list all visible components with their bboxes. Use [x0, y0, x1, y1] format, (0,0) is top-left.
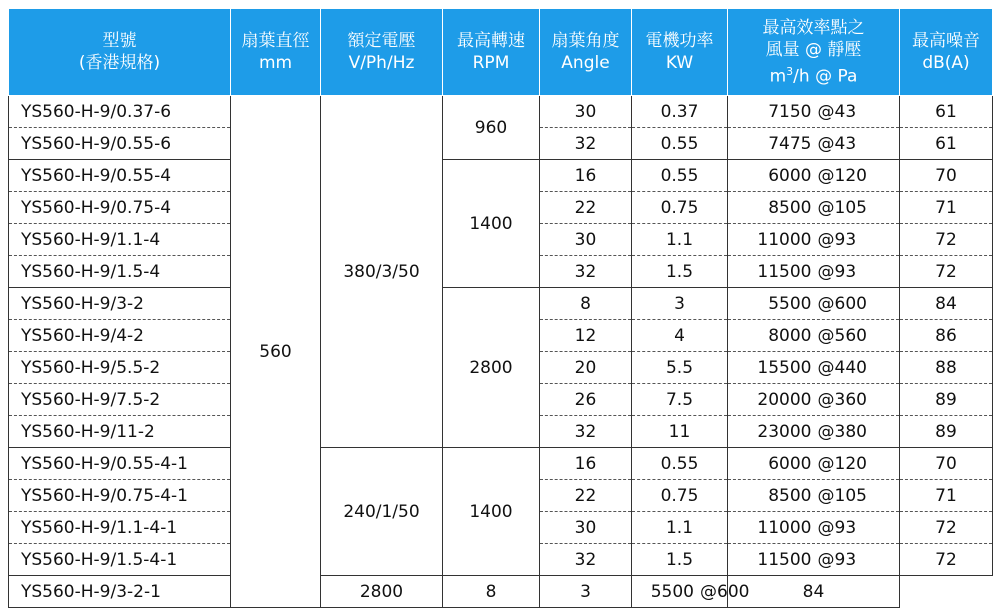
header-efficiency [728, 9, 900, 96]
efficiency-value [750, 102, 878, 122]
noise-cell: 89 [900, 384, 993, 416]
header-power-unit: KW [665, 53, 694, 73]
noise-cell: 70 [900, 448, 993, 480]
airflow-value: 8000 [768, 325, 812, 346]
power-cell: 5.5 [632, 352, 728, 384]
airflow-value: 7150 [768, 101, 812, 122]
efficiency-cell [728, 480, 900, 512]
angle-cell: 30 [540, 512, 632, 544]
angle-cell: 16 [540, 448, 632, 480]
efficiency-value [750, 518, 878, 538]
power-cell: 7.5 [632, 384, 728, 416]
pressure-value: @93 [817, 261, 857, 282]
header-power [632, 9, 728, 96]
model-cell: YS560-H-9/1.1-4-1 [9, 512, 231, 544]
table-row [9, 288, 993, 320]
header-angle-line: 扇葉角度 [551, 31, 620, 51]
header-voltage [321, 9, 443, 96]
efficiency-value [750, 294, 878, 314]
efficiency-cell [728, 320, 900, 352]
efficiency-value [750, 198, 878, 218]
noise-cell: 72 [900, 256, 993, 288]
angle-cell: 32 [540, 256, 632, 288]
efficiency-cell [728, 160, 900, 192]
power-cell: 3 [632, 288, 728, 320]
pressure-value: @43 [817, 101, 857, 122]
efficiency-value [750, 326, 878, 346]
header-efficiency-line2: 風量 @ 靜壓 [765, 39, 862, 60]
airflow-value: 23000 [757, 421, 812, 442]
airflow-value: 8500 [768, 485, 812, 506]
efficiency-cell [728, 192, 900, 224]
efficiency-value [750, 230, 878, 250]
model-cell: YS560-H-9/0.55-4-1 [9, 448, 231, 480]
airflow-value: 20000 [757, 389, 812, 410]
pressure-value: @93 [817, 549, 857, 570]
table-row [9, 576, 993, 608]
pressure-value: @105 [817, 197, 867, 218]
noise-cell: 72 [900, 512, 993, 544]
spec-table-container [8, 8, 993, 608]
header-noise [900, 9, 993, 96]
airflow-value: 6000 [768, 453, 812, 474]
voltage-cell: 380/3/50 [321, 96, 443, 448]
airflow-value: 8500 [768, 197, 812, 218]
pressure-value: @120 [817, 453, 867, 474]
airflow-value: 11500 [757, 549, 812, 570]
power-cell: 1.1 [632, 224, 728, 256]
pressure-value: @105 [817, 485, 867, 506]
noise-cell: 71 [900, 480, 993, 512]
efficiency-cell [728, 448, 900, 480]
header-power-line: 電機功率 [645, 31, 714, 51]
table-row [9, 448, 993, 480]
header-model [9, 9, 231, 96]
model-cell: YS560-H-9/11-2 [9, 416, 231, 448]
angle-cell: 32 [540, 416, 632, 448]
model-cell: YS560-H-9/3-2-1 [9, 576, 231, 608]
power-cell: 0.37 [632, 96, 728, 128]
angle-cell: 8 [443, 576, 540, 608]
pressure-value: @380 [817, 421, 867, 442]
angle-cell: 16 [540, 160, 632, 192]
noise-cell: 72 [900, 544, 993, 576]
model-cell: YS560-H-9/5.5-2 [9, 352, 231, 384]
airflow-value: 11500 [757, 261, 812, 282]
table-row [9, 160, 993, 192]
efficiency-cell [728, 512, 900, 544]
header-row [9, 9, 993, 96]
model-cell: YS560-H-9/1.5-4-1 [9, 544, 231, 576]
header-noise-line: 最高噪音 [912, 31, 980, 51]
angle-cell: 20 [540, 352, 632, 384]
efficiency-cell [728, 352, 900, 384]
pressure-value: @360 [817, 389, 867, 410]
pressure-value: @43 [817, 133, 857, 154]
header-voltage-unit: V/Ph/Hz [348, 53, 415, 73]
model-cell: YS560-H-9/0.55-6 [9, 128, 231, 160]
voltage-cell: 240/1/50 [321, 448, 443, 576]
power-cell: 1.5 [632, 256, 728, 288]
angle-cell: 8 [540, 288, 632, 320]
airflow-value: 11000 [757, 517, 812, 538]
model-cell: YS560-H-9/0.75-4-1 [9, 480, 231, 512]
header-noise-unit: dB(A) [922, 53, 970, 73]
header-model-sub: (香港規格) [78, 53, 161, 73]
noise-cell: 84 [728, 576, 900, 608]
header-efficiency-unit: $m^3/h$ @ Pa [769, 64, 858, 87]
efficiency-value [750, 390, 878, 410]
airflow-value: 11000 [757, 229, 812, 250]
header-rpm-line: 最高轉速 [457, 31, 525, 51]
header-angle [540, 9, 632, 96]
noise-cell: 70 [900, 160, 993, 192]
pressure-value: @440 [817, 357, 867, 378]
header-rpm-unit: RPM [472, 53, 510, 73]
model-cell: YS560-H-9/0.37-6 [9, 96, 231, 128]
angle-cell: 30 [540, 96, 632, 128]
rpm-cell: 1400 [443, 448, 540, 576]
efficiency-value [750, 262, 878, 282]
power-cell: 0.55 [632, 160, 728, 192]
pressure-value: @560 [817, 325, 867, 346]
header-diameter-unit: mm [258, 53, 293, 73]
model-cell: YS560-H-9/3-2 [9, 288, 231, 320]
noise-cell: 72 [900, 224, 993, 256]
header-efficiency-line1: 最高效率點之 [762, 17, 865, 38]
angle-cell: 32 [540, 128, 632, 160]
efficiency-cell [728, 544, 900, 576]
efficiency-value [750, 134, 878, 154]
model-cell: YS560-H-9/7.5-2 [9, 384, 231, 416]
efficiency-value [750, 486, 878, 506]
angle-cell: 22 [540, 192, 632, 224]
rpm-cell: 2800 [321, 576, 443, 608]
table-body [9, 96, 993, 608]
efficiency-cell [728, 256, 900, 288]
noise-cell: 61 [900, 128, 993, 160]
pressure-value: @600 [700, 581, 750, 602]
noise-cell: 88 [900, 352, 993, 384]
rpm-cell: 2800 [443, 288, 540, 448]
efficiency-cell [728, 384, 900, 416]
noise-cell: 71 [900, 192, 993, 224]
efficiency-cell [728, 416, 900, 448]
power-cell: 4 [632, 320, 728, 352]
power-cell: 0.55 [632, 128, 728, 160]
model-cell: YS560-H-9/0.55-4 [9, 160, 231, 192]
noise-cell: 61 [900, 96, 993, 128]
pressure-value: @120 [817, 165, 867, 186]
header-diameter [231, 9, 321, 96]
power-cell: 0.55 [632, 448, 728, 480]
airflow-value: 5500 [650, 581, 694, 602]
power-cell: 11 [632, 416, 728, 448]
angle-cell: 32 [540, 544, 632, 576]
efficiency-value [632, 582, 760, 602]
efficiency-cell [728, 96, 900, 128]
pressure-value: @600 [817, 293, 867, 314]
power-cell: 0.75 [632, 480, 728, 512]
header-voltage-line: 額定電壓 [347, 31, 416, 51]
power-cell: 1.5 [632, 544, 728, 576]
angle-cell: 12 [540, 320, 632, 352]
efficiency-value [750, 454, 878, 474]
header-diameter-line: 扇葉直徑 [241, 31, 310, 51]
power-cell: 0.75 [632, 192, 728, 224]
airflow-value: 7475 [768, 133, 812, 154]
efficiency-cell [728, 288, 900, 320]
header-model-line: 型號 [102, 31, 137, 51]
pressure-value: @93 [817, 229, 857, 250]
header-rpm [443, 9, 540, 96]
rpm-cell: 960 [443, 96, 540, 160]
power-cell: 1.1 [632, 512, 728, 544]
efficiency-value [750, 166, 878, 186]
angle-cell: 26 [540, 384, 632, 416]
airflow-value: 6000 [768, 165, 812, 186]
angle-cell: 22 [540, 480, 632, 512]
efficiency-cell [728, 224, 900, 256]
rpm-cell: 1400 [443, 160, 540, 288]
pressure-value: @93 [817, 517, 857, 538]
airflow-value: 15500 [757, 357, 812, 378]
header-angle-unit: Angle [561, 53, 610, 73]
efficiency-cell [632, 576, 750, 608]
model-cell: YS560-H-9/4-2 [9, 320, 231, 352]
efficiency-cell [728, 128, 900, 160]
noise-cell: 89 [900, 416, 993, 448]
airflow-value: 5500 [768, 293, 812, 314]
diameter-cell: 560 [231, 96, 321, 608]
model-cell: YS560-H-9/1.5-4 [9, 256, 231, 288]
noise-cell: 86 [900, 320, 993, 352]
table-row [9, 96, 993, 128]
angle-cell: 30 [540, 224, 632, 256]
model-cell: YS560-H-9/1.1-4 [9, 224, 231, 256]
noise-cell: 84 [900, 288, 993, 320]
model-cell: YS560-H-9/0.75-4 [9, 192, 231, 224]
efficiency-value [750, 358, 878, 378]
fan-spec-table [8, 8, 993, 608]
power-cell: 3 [540, 576, 632, 608]
efficiency-value [750, 550, 878, 570]
efficiency-value [750, 422, 878, 442]
